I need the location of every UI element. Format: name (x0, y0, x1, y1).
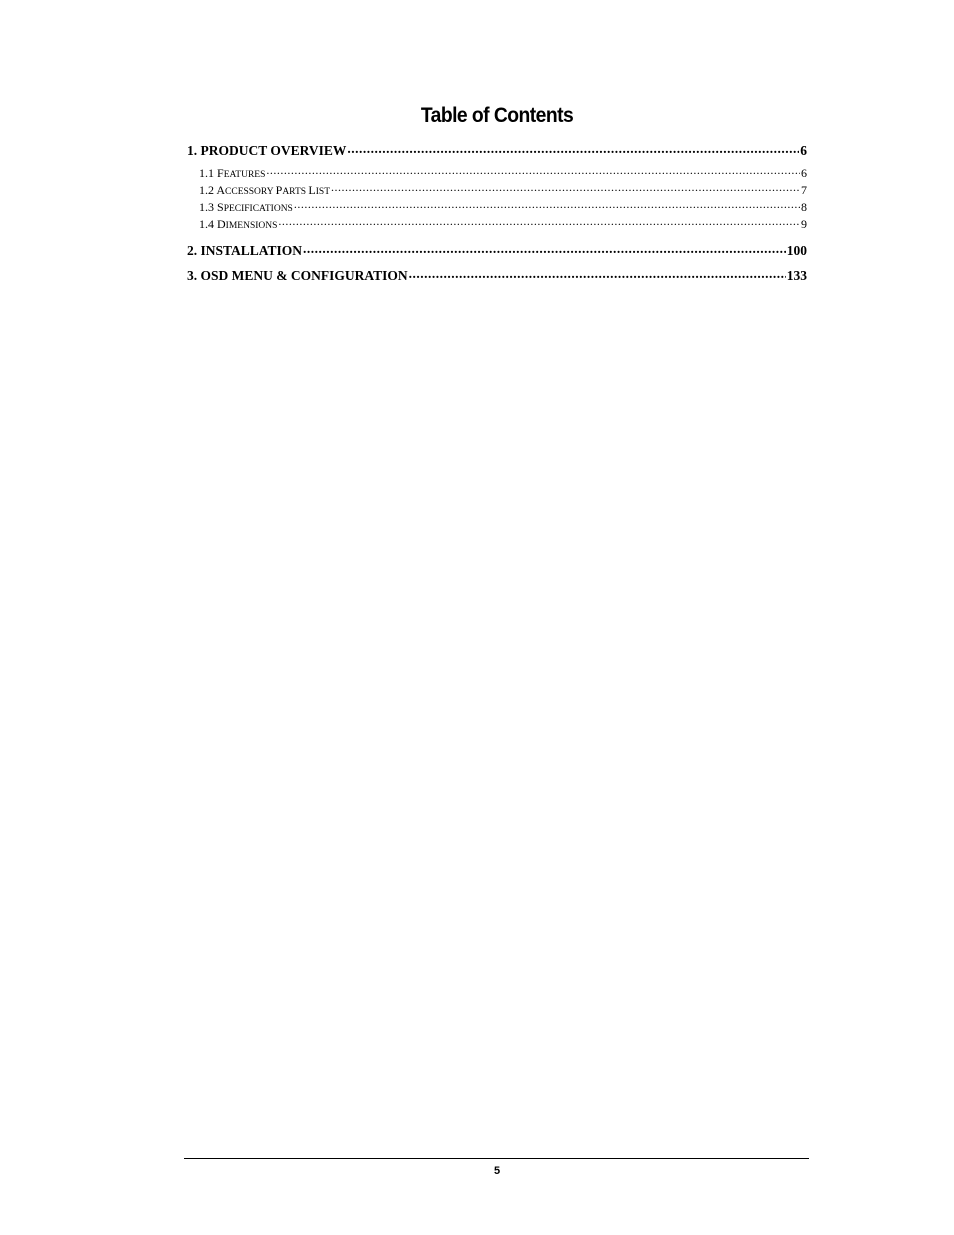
dot-leader (266, 165, 800, 177)
toc-page-number: 6 (800, 142, 807, 158)
toc-entry-label: 1.1 FEATURES (199, 166, 266, 180)
toc-entry-label: 1. PRODUCT OVERVIEW (187, 142, 347, 158)
page-title: Table of Contents (420, 104, 574, 127)
toc-page-number: 100 (786, 242, 807, 258)
dot-leader (347, 141, 799, 155)
dot-leader (294, 199, 800, 211)
table-of-contents (187, 141, 807, 283)
toc-entry-label: 1.4 DIMENSIONS (199, 217, 278, 231)
dot-leader (278, 216, 800, 228)
toc-page-number: 133 (786, 267, 807, 283)
toc-page-number: 9 (801, 217, 807, 231)
toc-entry-label: 3. OSD MENU & CONFIGURATION (187, 267, 408, 283)
footer-divider (184, 1158, 809, 1159)
toc-entry-label: 2. INSTALLATION (187, 242, 303, 258)
toc-entry-specifications[interactable] (187, 199, 807, 216)
toc-entry-dimensions[interactable] (187, 216, 807, 233)
dot-leader (331, 182, 800, 194)
footer-page-number: 5 (493, 1165, 501, 1177)
dot-leader (409, 266, 786, 280)
toc-entry-label: 1.3 SPECIFICATIONS (199, 200, 293, 214)
toc-entry-accessory-parts-list[interactable] (187, 182, 807, 199)
toc-entry-osd-menu-configuration[interactable] (187, 266, 807, 283)
toc-page-number: 6 (801, 166, 807, 180)
toc-entry-label: 1.2 ACCESSORY PARTS LIST (199, 183, 330, 197)
dot-leader (303, 241, 786, 255)
toc-entry-features[interactable] (187, 165, 807, 182)
toc-entry-installation[interactable] (187, 241, 807, 258)
toc-entry-product-overview[interactable] (187, 141, 807, 158)
toc-page-number: 7 (801, 183, 807, 197)
toc-page-number: 8 (801, 200, 807, 214)
